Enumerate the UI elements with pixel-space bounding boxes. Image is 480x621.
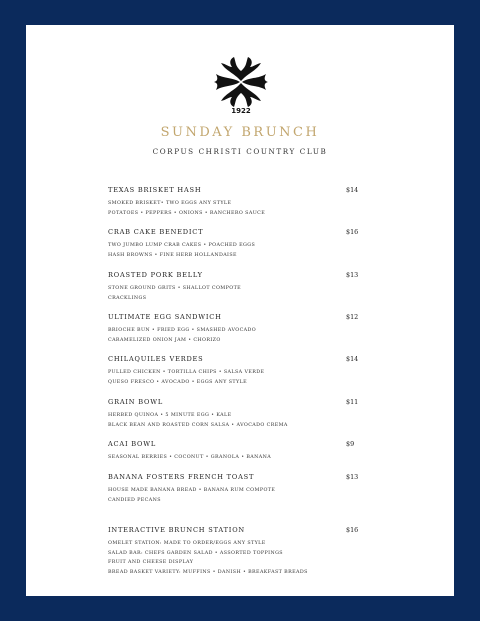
menu-item-acai-bowl xyxy=(108,440,408,463)
menu-item-description: CANDIED PECANS xyxy=(108,497,161,503)
menu-item-name: INTERACTIVE BRUNCH STATION xyxy=(108,526,245,534)
menu-item-price: $14 xyxy=(346,355,359,363)
menu-item-crab-cake-benedict xyxy=(108,228,408,260)
menu-item-price: $12 xyxy=(346,313,359,321)
menu-item-description: BLACK BEAN AND ROASTED CORN SALSA • AVOCADO CREMA xyxy=(108,422,288,428)
menu-item-description: QUESO FRESCO • AVOCADO • EGGS ANY STYLE xyxy=(108,379,248,385)
menu-item-description: SEASONAL BERRIES • COCONUT • GRANOLA • BANANA xyxy=(108,455,272,460)
menu-item-ultimate-egg-sandwich xyxy=(108,313,408,345)
menu-item-price: $13 xyxy=(346,473,359,481)
menu-item-description: SALAD BAR: CHEFS GARDEN SALAD • ASSORTED TOPPINGS xyxy=(108,550,283,556)
menu-item-name: GRAIN BOWL xyxy=(108,398,163,406)
menu-title: SUNDAY BRUNCH xyxy=(160,125,320,140)
menu-item-roasted-pork-belly xyxy=(108,271,408,303)
menu-item-banana-fosters-french-toast xyxy=(108,473,408,505)
menu-item-description: BRIOCHE BUN • FRIED EGG • SMASHED AVOCADO xyxy=(108,328,257,333)
menu-item-chilaquiles-verdes xyxy=(108,355,408,387)
menu-item-description: PULLED CHICKEN • TORTILLA CHIPS • SALSA VERDE xyxy=(108,370,265,375)
menu-item-description: CRACKLINGS xyxy=(108,295,147,301)
menu-item-name: CHILAQUILES VERDES xyxy=(108,355,204,363)
menu-item-description: FRUIT AND CHEESE DISPLAY xyxy=(108,560,194,565)
menu-item-price: $9 xyxy=(346,440,355,448)
menu-item-price: $13 xyxy=(346,271,359,279)
menu-item-description: CARAMELIZED ONION JAM • CHORIZO xyxy=(108,337,221,343)
menu-page xyxy=(26,25,454,596)
club-name: CORPUS CHRISTI COUNTRY CLUB xyxy=(152,147,328,156)
menu-item-price: $11 xyxy=(346,398,359,406)
menu-item-grain-bowl xyxy=(108,398,408,430)
menu-item-description: SMOKED BRISKET• TWO EGGS ANY STYLE xyxy=(108,201,232,206)
menu-item-name: ACAI BOWL xyxy=(108,440,156,448)
menu-item-price: $16 xyxy=(346,228,359,236)
menu-item-price: $16 xyxy=(346,526,359,534)
menu-item-name: ROASTED PORK BELLY xyxy=(108,271,203,279)
menu-item-description: HOUSE MADE BANANA BREAD • BANANA RUM COMPOTE xyxy=(108,488,276,493)
logo-year: 1922 xyxy=(231,107,251,115)
menu-item-description: TWO JUMBO LUMP CRAB CAKES • POACHED EGGS xyxy=(108,243,256,248)
menu-item-description: HASH BROWNS • FINE HERB HOLLANDAISE xyxy=(108,252,237,258)
menu-item-name: CRAB CAKE BENEDICT xyxy=(108,228,204,236)
menu-item-interactive-brunch-station xyxy=(108,526,408,577)
menu-item-description: STONE GROUND GRITS • SHALLOT COMPOTE xyxy=(108,286,242,291)
menu-item-description: OMELET STATION: MADE TO ORDER/EGGS ANY STYLE xyxy=(108,541,266,546)
menu-item-name: ULTIMATE EGG SANDWICH xyxy=(108,313,222,321)
menu-item-description: HERBED QUINOA • 5 MINUTE EGG • KALE xyxy=(108,413,232,418)
menu-item-name: TEXAS BRISKET HASH xyxy=(108,186,202,194)
menu-item-description: BREAD BASKET VARIETY: MUFFINS • DANISH • BREAKFAST BREADS xyxy=(108,569,308,575)
menu-item-price: $14 xyxy=(346,186,359,194)
menu-item-name: BANANA FOSTERS FRENCH TOAST xyxy=(108,473,255,481)
menu-item-description: POTATOES • PEPPERS • ONIONS • RANCHERO SAUCE xyxy=(108,210,266,216)
menu-item-texas-brisket-hash xyxy=(108,186,408,218)
